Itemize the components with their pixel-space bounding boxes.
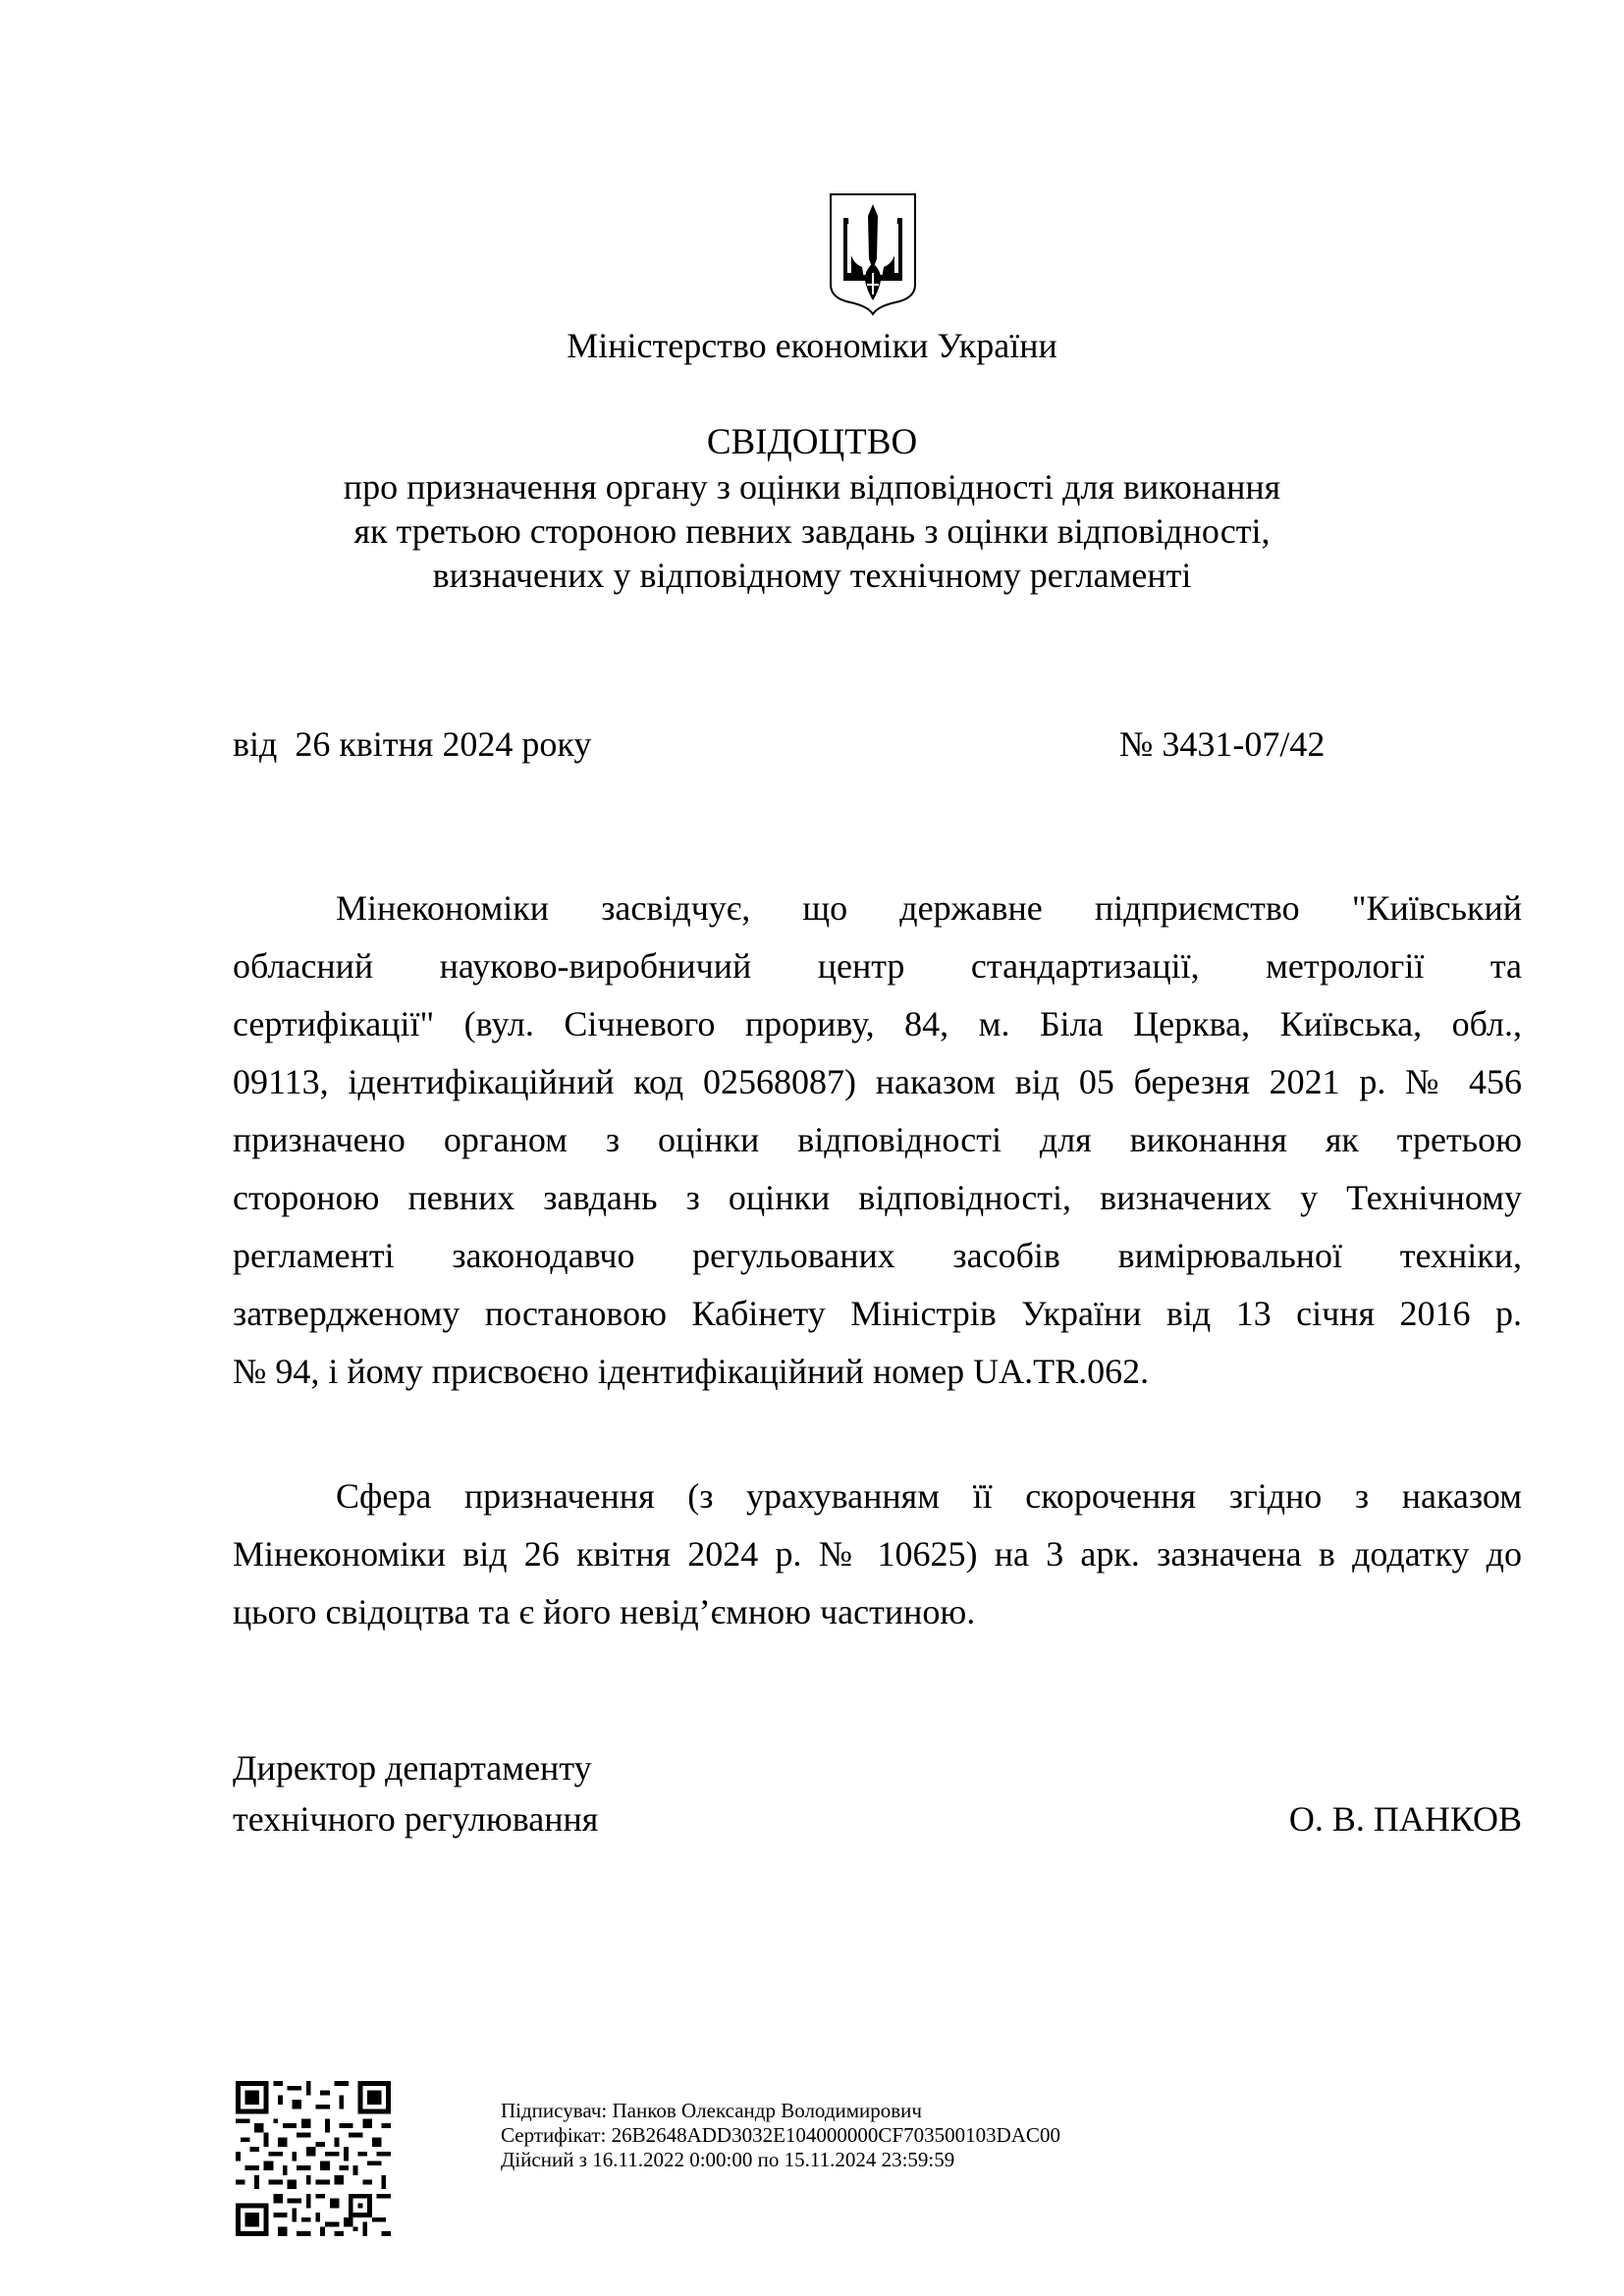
subtitle-line: як третьою стороною певних завдань з оцінки відповідності, bbox=[353, 511, 1271, 551]
paragraph-line: затвердженому постановою Кабінету Міністрів України від 13 січня 2016 р. bbox=[233, 1294, 1522, 1333]
body-paragraph-2 bbox=[233, 1468, 1522, 1641]
qr-code-icon bbox=[236, 2081, 391, 2236]
certificate-id: Сертифікат: 26B2648ADD3032E104000000CF703500103DAC00 bbox=[501, 2123, 1060, 2147]
certificate-validity: Дійсний з 16.11.2022 0:00:00 по 15.11.2024 23:59:59 bbox=[501, 2148, 955, 2171]
ukraine-coat-of-arms-icon bbox=[827, 190, 919, 316]
subtitle-line: визначених у відповідному технічному регламенті bbox=[432, 556, 1192, 595]
subtitle-line: про призначення органу з оцінки відповідності для виконання bbox=[343, 467, 1281, 507]
signatory-position-line: технічного регулювання bbox=[233, 1799, 599, 1839]
document-date: від 26 квітня 2024 року bbox=[233, 724, 592, 764]
paragraph-line: Мінекономіки від 26 квітня 2024 р. № 10625) на 3 арк. зазначена в додатку до bbox=[233, 1534, 1522, 1574]
paragraph-line: призначено органом з оцінки відповідності для виконання як третьою bbox=[233, 1120, 1522, 1159]
paragraph-line: Сфера призначення (з урахуванням її скорочення згідно з наказом bbox=[336, 1476, 1522, 1516]
signatory-position bbox=[233, 1742, 598, 1844]
paragraph-line: регламенті законодавчо регульованих засобів вимірювальної техніки, bbox=[233, 1236, 1522, 1275]
electronic-signature-info bbox=[501, 2099, 1060, 2172]
body-paragraph-1 bbox=[233, 880, 1522, 1401]
document-subtitle bbox=[0, 465, 1624, 598]
paragraph-line: № 94, і йому присвоєно ідентифікаційний номер UA.TR.062. bbox=[233, 1352, 1150, 1391]
signatory-position-line: Директор департаменту bbox=[233, 1748, 592, 1788]
paragraph-line: обласний науково-виробничий центр стандартизації, метрології та bbox=[233, 946, 1522, 986]
document-number: № 3431-07/42 bbox=[1119, 724, 1326, 764]
ministry-name: Міністерство економіки України bbox=[567, 326, 1057, 365]
paragraph-line: 09113, ідентифікаційний код 02568087) наказом від 05 березня 2021 р. № 456 bbox=[233, 1062, 1522, 1101]
paragraph-line: цього свідоцтва та є його невід’ємною частиною. bbox=[233, 1592, 976, 1631]
signatory-name: О. В. ПАНКОВ bbox=[1288, 1799, 1522, 1839]
paragraph-line: стороною певних завдань з оцінки відповідності, визначених у Технічному bbox=[233, 1178, 1522, 1217]
paragraph-line: Мінекономіки засвідчує, що державне підприємство "Київський bbox=[336, 888, 1522, 928]
signer-name: Підписувач: Панков Олександр Володимирович bbox=[501, 2099, 922, 2122]
paragraph-line: сертифікації" (вул. Січневого прориву, 84, м. Біла Церква, Київська, обл., bbox=[233, 1004, 1522, 1043]
document-title: СВІДОЦТВО bbox=[706, 422, 918, 462]
